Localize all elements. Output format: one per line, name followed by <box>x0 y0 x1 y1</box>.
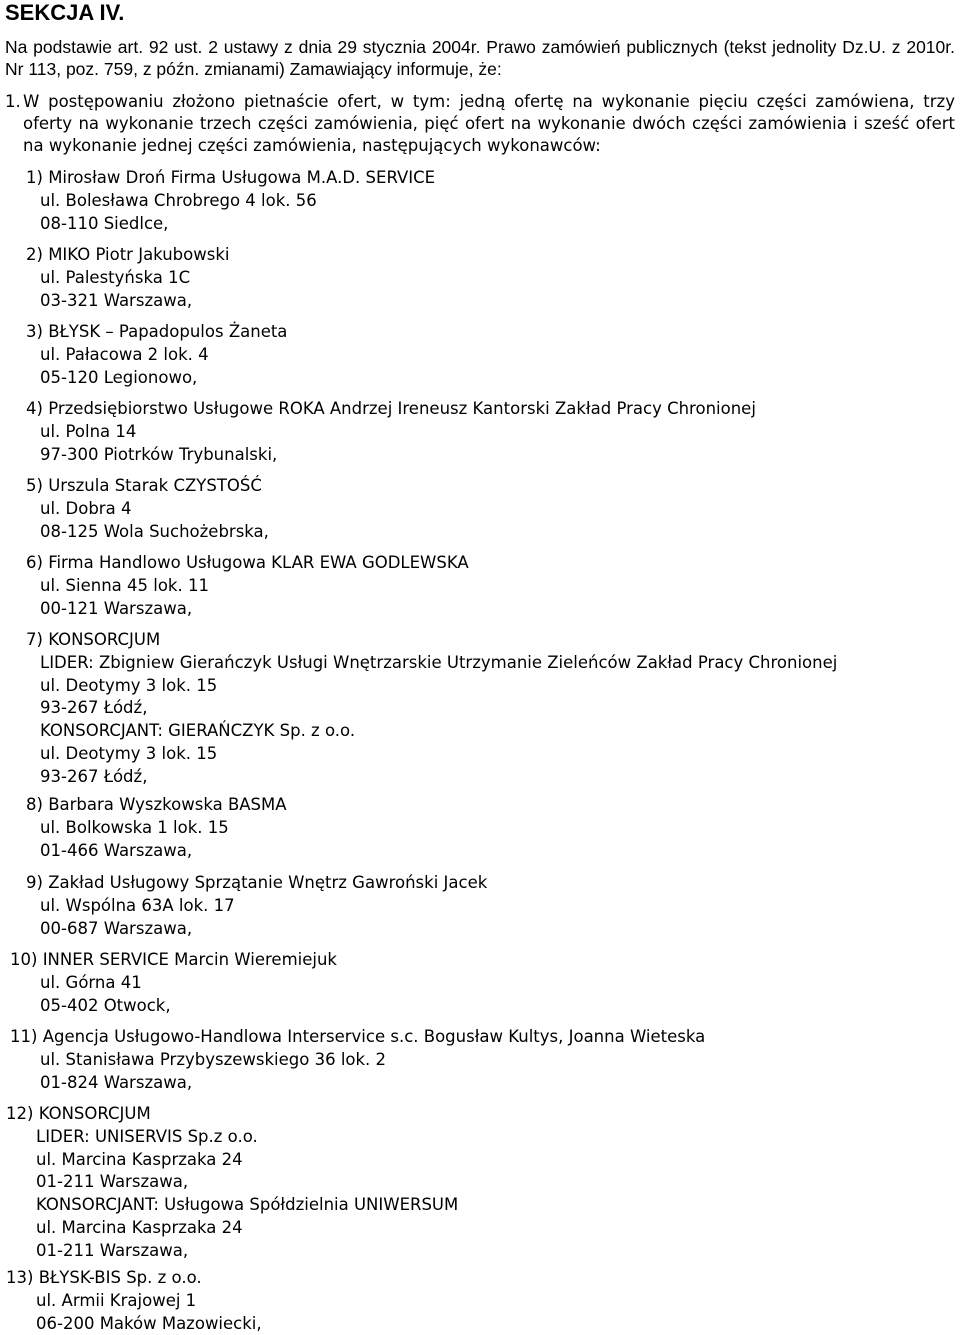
contractor-street: ul. Sienna 45 lok. 11 <box>40 575 209 595</box>
contractor-name: 13) BŁYSK-BIS Sp. z o.o. <box>6 1268 202 1287</box>
point-1 <box>5 91 955 157</box>
contractor-city: 08-110 Siedlce, <box>40 213 169 233</box>
contractor-city: 05-402 Otwock, <box>40 995 171 1015</box>
contractor-street: ul. Pałacowa 2 lok. 4 <box>40 344 209 364</box>
contractor-name: 3) BŁYSK – Papadopulos Żaneta <box>26 322 288 341</box>
contractor-city: 97-300 Piotrków Trybunalski, <box>40 444 278 464</box>
point-1-number: 1. <box>5 92 21 111</box>
contractor-number: 3) <box>26 322 43 341</box>
contractor-entry-10 <box>0 949 950 1017</box>
point-1-text: W postępowaniu złożono pietnaście ofert, w tym: jedną ofertę na wykonanie pięciu części zamówiena, trzy oferty na wykonanie trzech części zamówienia, pięć ofert na wykonanie dwóch części zamówienia i sześć ofert na wykonanie jednej części zamówienia, następujących wykonawców: <box>23 92 955 155</box>
contractor-street: ul. Palestyńska 1C <box>40 267 191 287</box>
contractor-number: 4) <box>26 399 43 418</box>
contractor-street: ul. Dobra 4 <box>40 498 132 518</box>
contractor-entry-4 <box>0 398 950 466</box>
consortium-leader: LIDER: Zbigniew Gierańczyk Usługi Wnętrzarskie Utrzymanie Zieleńców Zakład Pracy Chronionej <box>40 652 838 672</box>
contractor-street: ul. Stanisława Przybyszewskiego 36 lok. 2 <box>40 1049 387 1069</box>
contractor-street: ul. Polna 14 <box>40 421 137 441</box>
contractor-number: 8) <box>26 795 43 814</box>
contractor-city: 03-321 Warszawa, <box>40 290 193 310</box>
contractor-number: 10) <box>10 950 38 969</box>
contractor-name: 9) Zakład Usługowy Sprzątanie Wnętrz Gawroński Jacek <box>26 873 488 892</box>
section-title: SEKCJA IV. <box>5 0 125 25</box>
contractor-city: 06-200 Maków Mazowiecki, <box>36 1313 262 1333</box>
contractor-city: 01-466 Warszawa, <box>40 840 193 860</box>
contractor-number: 5) <box>26 476 43 495</box>
contractor-number: 7) <box>26 630 43 649</box>
contractor-street: ul. Deotymy 3 lok. 15 <box>40 675 218 695</box>
contractor-city: 08-125 Wola Suchożebrska, <box>40 521 269 541</box>
contractor-number: 12) <box>6 1104 34 1123</box>
contractor-name: 12) KONSORCJUM <box>6 1104 151 1123</box>
contractor-number: 1) <box>26 168 43 187</box>
consortium-leader: LIDER: UNISERVIS Sp.z o.o. <box>36 1126 258 1146</box>
contractor-street: ul. Armii Krajowej 1 <box>36 1290 197 1310</box>
contractor-name: 2) MIKO Piotr Jakubowski <box>26 245 230 264</box>
contractor-city: 00-687 Warszawa, <box>40 918 193 938</box>
contractor-city: 05-120 Legionowo, <box>40 367 198 387</box>
contractor-number: 11) <box>10 1027 38 1046</box>
consortium-partner: KONSORCJANT: Usługowa Spółdzielnia UNIWERSUM <box>36 1195 459 1215</box>
contractor-city: 00-121 Warszawa, <box>40 598 193 618</box>
contractor-name: 6) Firma Handlowo Usługowa KLAR EWA GODLEWSKA <box>26 553 469 572</box>
contractor-name: 7) KONSORCJUM <box>26 630 161 649</box>
contractor-name: 5) Urszula Starak CZYSTOŚĆ <box>26 476 262 495</box>
contractor-number: 2) <box>26 245 43 264</box>
partner-city: 93-267 Łódź, <box>40 766 148 786</box>
contractor-number: 13) <box>6 1268 34 1287</box>
contractor-street: ul. Górna 41 <box>40 972 142 992</box>
contractor-number: 9) <box>26 873 43 892</box>
consortium-partner: KONSORCJANT: GIERAŃCZYK Sp. z o.o. <box>40 721 356 741</box>
contractor-entry-1 <box>0 167 950 235</box>
contractor-name: 1) Mirosław Droń Firma Usługowa M.A.D. SERVICE <box>26 168 436 187</box>
contractor-city: 01-824 Warszawa, <box>40 1072 193 1092</box>
contractor-entry-2 <box>0 244 950 312</box>
contractor-street: ul. Bolesława Chrobrego 4 lok. 56 <box>40 190 317 210</box>
contractor-city: 01-211 Warszawa, <box>36 1172 189 1192</box>
contractor-name: 11) Agencja Usługowo-Handlowa Interservice s.c. Bogusław Kultys, Joanna Wieteska <box>10 1027 706 1046</box>
contractor-entry-11 <box>0 1026 950 1094</box>
contractor-name: 4) Przedsiębiorstwo Usługowe ROKA Andrzej Ireneusz Kantorski Zakład Pracy Chronionej <box>26 399 756 418</box>
contractor-name: 8) Barbara Wyszkowska BASMA <box>26 795 287 814</box>
partner-street: ul. Marcina Kasprzaka 24 <box>36 1217 243 1237</box>
contractor-entry-8 <box>0 794 950 862</box>
contractor-street: ul. Bolkowska 1 lok. 15 <box>40 817 229 837</box>
contractor-entry-6 <box>0 552 950 620</box>
partner-street: ul. Deotymy 3 lok. 15 <box>40 743 218 763</box>
contractor-street: ul. Marcina Kasprzaka 24 <box>36 1149 243 1169</box>
contractor-entry-13 <box>0 1267 950 1335</box>
intro-paragraph: Na podstawie art. 92 ust. 2 ustawy z dnia 29 stycznia 2004r. Prawo zamówień publicznych (tekst jednolity Dz.U. z 2010r. Nr 113, poz. 759, z późn. zmianami) Zamawiający informuje, że: <box>5 37 955 79</box>
contractor-number: 6) <box>26 553 43 572</box>
contractor-entry-12 <box>0 1103 950 1263</box>
contractor-entry-9 <box>0 872 950 940</box>
contractor-street: ul. Wspólna 63A lok. 17 <box>40 895 235 915</box>
contractor-entry-3 <box>0 321 950 389</box>
contractor-city: 93-267 Łódź, <box>40 698 148 718</box>
partner-city: 01-211 Warszawa, <box>36 1240 189 1260</box>
contractor-name: 10) INNER SERVICE Marcin Wieremiejuk <box>10 950 337 969</box>
contractor-entry-5 <box>0 475 950 543</box>
contractor-entry-7 <box>0 629 950 789</box>
